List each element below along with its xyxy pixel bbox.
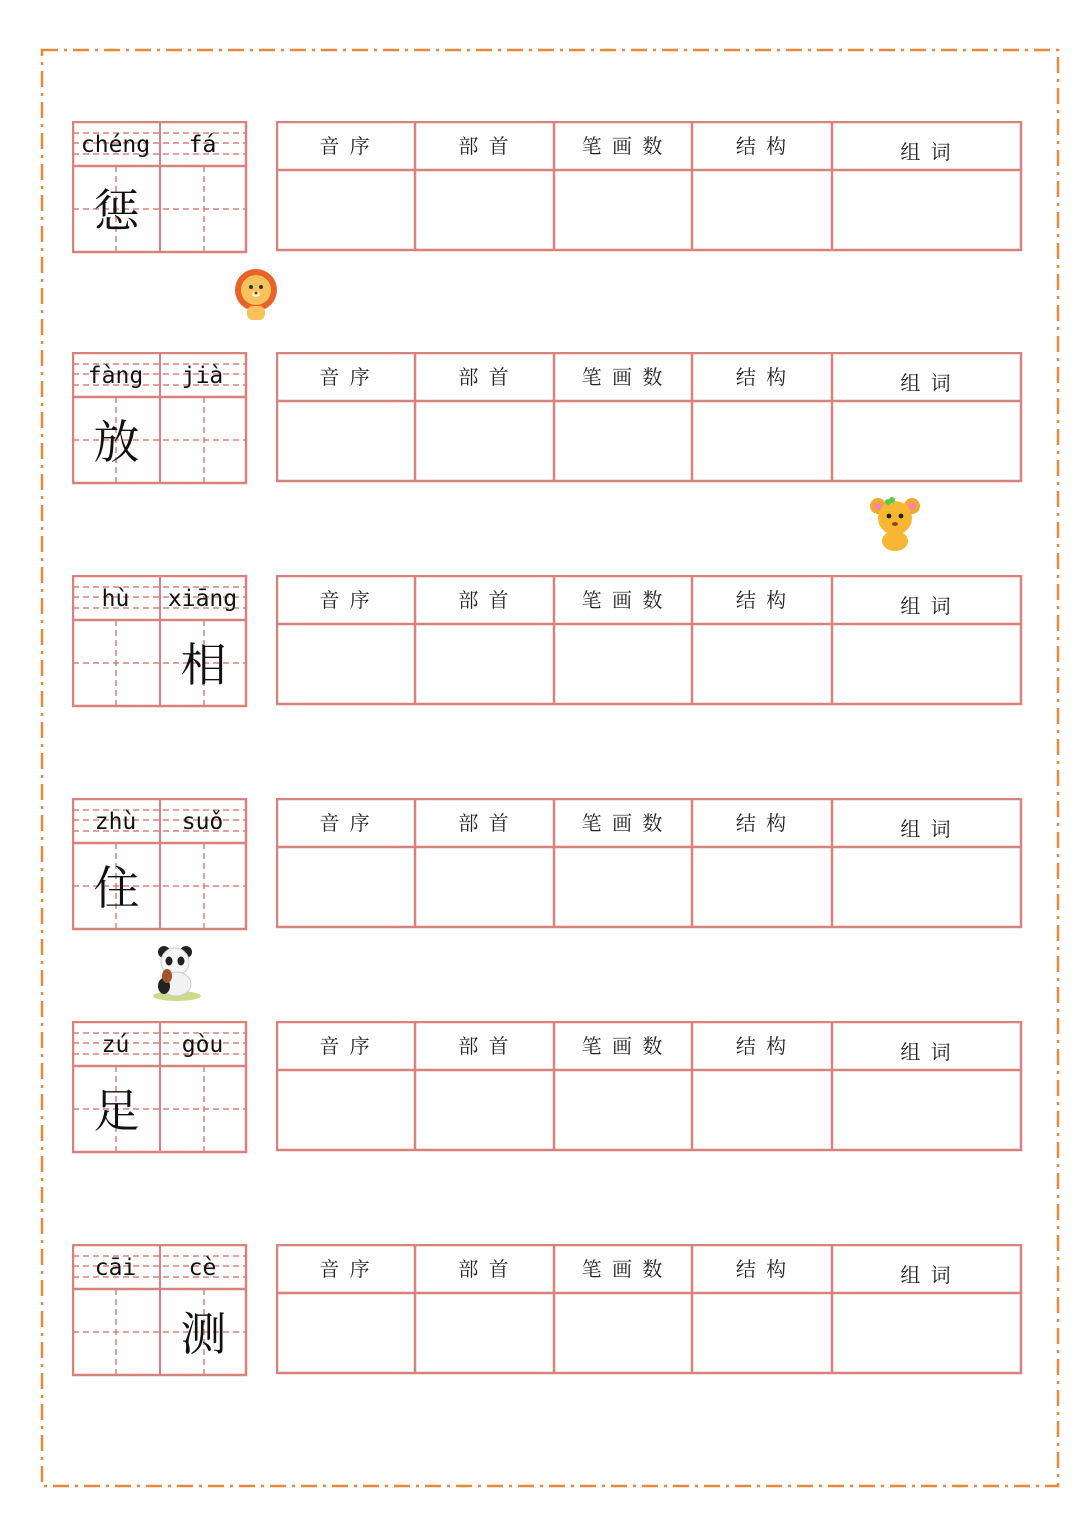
pinyin-syllable: fá (188, 132, 217, 158)
answer-cell[interactable] (554, 1071, 692, 1149)
info-header: 部 首 (458, 1034, 511, 1058)
hanzi-character: 住 (93, 861, 140, 915)
info-header: 笔 画 数 (581, 588, 665, 612)
info-header: 结 构 (735, 134, 789, 158)
answer-cell[interactable] (276, 625, 415, 703)
word-box (72, 798, 246, 930)
info-header: 部 首 (458, 811, 511, 835)
pinyin-syllable: suǒ (181, 809, 224, 835)
character-info-table (276, 1244, 1021, 1372)
answer-cell[interactable] (276, 848, 415, 926)
answer-cell[interactable] (415, 848, 554, 926)
info-header: 组 词 (900, 594, 953, 618)
info-header: 音 序 (319, 1257, 372, 1281)
answer-cell[interactable] (415, 402, 554, 480)
info-header: 部 首 (458, 1257, 511, 1281)
info-header: 结 构 (735, 1257, 789, 1281)
answer-cell[interactable] (276, 1294, 415, 1372)
answer-cell[interactable] (276, 1071, 415, 1149)
answer-cell[interactable] (415, 1294, 554, 1372)
pinyin-syllable: jià (181, 363, 224, 389)
pinyin-syllable: xiāng (167, 586, 238, 612)
info-header: 组 词 (900, 140, 953, 164)
answer-cell[interactable] (832, 1294, 1021, 1372)
bear-sticker (866, 494, 924, 552)
info-header: 音 序 (319, 811, 372, 835)
character-info-table (276, 798, 1021, 926)
pinyin-syllable: cāi (94, 1255, 137, 1281)
answer-cell[interactable] (692, 1294, 832, 1372)
hanzi-character: 相 (180, 638, 227, 692)
answer-cell[interactable] (415, 625, 554, 703)
pinyin-syllable: hù (101, 586, 130, 612)
info-header: 部 首 (458, 365, 511, 389)
answer-cell[interactable] (415, 1071, 554, 1149)
answer-cell[interactable] (692, 625, 832, 703)
info-header: 笔 画 数 (581, 365, 665, 389)
pinyin-syllable: chéng (80, 132, 151, 158)
answer-cell[interactable] (692, 1071, 832, 1149)
info-header: 组 词 (900, 817, 953, 841)
answer-cell[interactable] (276, 171, 415, 249)
info-header: 笔 画 数 (581, 1257, 665, 1281)
answer-cell[interactable] (692, 402, 832, 480)
answer-cell[interactable] (554, 848, 692, 926)
answer-cell[interactable] (832, 848, 1021, 926)
answer-cell[interactable] (554, 171, 692, 249)
info-header: 结 构 (735, 365, 789, 389)
hanzi-character: 足 (93, 1084, 140, 1138)
answer-cell[interactable] (554, 1294, 692, 1372)
answer-cell[interactable] (554, 402, 692, 480)
word-box (72, 352, 246, 484)
pinyin-syllable: zú (101, 1032, 130, 1058)
hanzi-character: 测 (180, 1307, 227, 1361)
answer-cell[interactable] (415, 171, 554, 249)
hanzi-character: 惩 (93, 184, 140, 238)
info-header: 组 词 (900, 371, 953, 395)
character-info-table (276, 352, 1021, 480)
info-header: 结 构 (735, 1034, 789, 1058)
info-header: 结 构 (735, 811, 789, 835)
character-info-table (276, 1021, 1021, 1149)
info-header: 组 词 (900, 1040, 953, 1064)
info-header: 音 序 (319, 365, 372, 389)
answer-cell[interactable] (832, 171, 1021, 249)
info-header: 音 序 (319, 1034, 372, 1058)
info-header: 笔 画 数 (581, 1034, 665, 1058)
answer-cell[interactable] (832, 625, 1021, 703)
answer-cell[interactable] (692, 171, 832, 249)
pinyin-syllable: zhù (94, 809, 137, 835)
answer-cell[interactable] (692, 848, 832, 926)
word-box (72, 1021, 246, 1153)
info-header: 音 序 (319, 134, 372, 158)
info-header: 笔 画 数 (581, 134, 665, 158)
info-header: 笔 画 数 (581, 811, 665, 835)
answer-cell[interactable] (832, 402, 1021, 480)
lion-sticker (232, 266, 280, 322)
answer-cell[interactable] (554, 625, 692, 703)
character-info-table (276, 575, 1021, 703)
panda-sticker (150, 944, 204, 1002)
hanzi-character: 放 (93, 415, 140, 469)
pinyin-syllable: cè (188, 1255, 217, 1281)
answer-cell[interactable] (276, 402, 415, 480)
character-info-table (276, 121, 1021, 249)
info-header: 组 词 (900, 1263, 953, 1287)
info-header: 部 首 (458, 588, 511, 612)
info-header: 结 构 (735, 588, 789, 612)
word-box (72, 575, 246, 707)
info-header: 音 序 (319, 588, 372, 612)
info-header: 部 首 (458, 134, 511, 158)
word-box (72, 121, 246, 253)
answer-cell[interactable] (832, 1071, 1021, 1149)
pinyin-syllable: gòu (181, 1032, 224, 1058)
pinyin-syllable: fàng (87, 363, 144, 389)
word-box (72, 1244, 246, 1376)
